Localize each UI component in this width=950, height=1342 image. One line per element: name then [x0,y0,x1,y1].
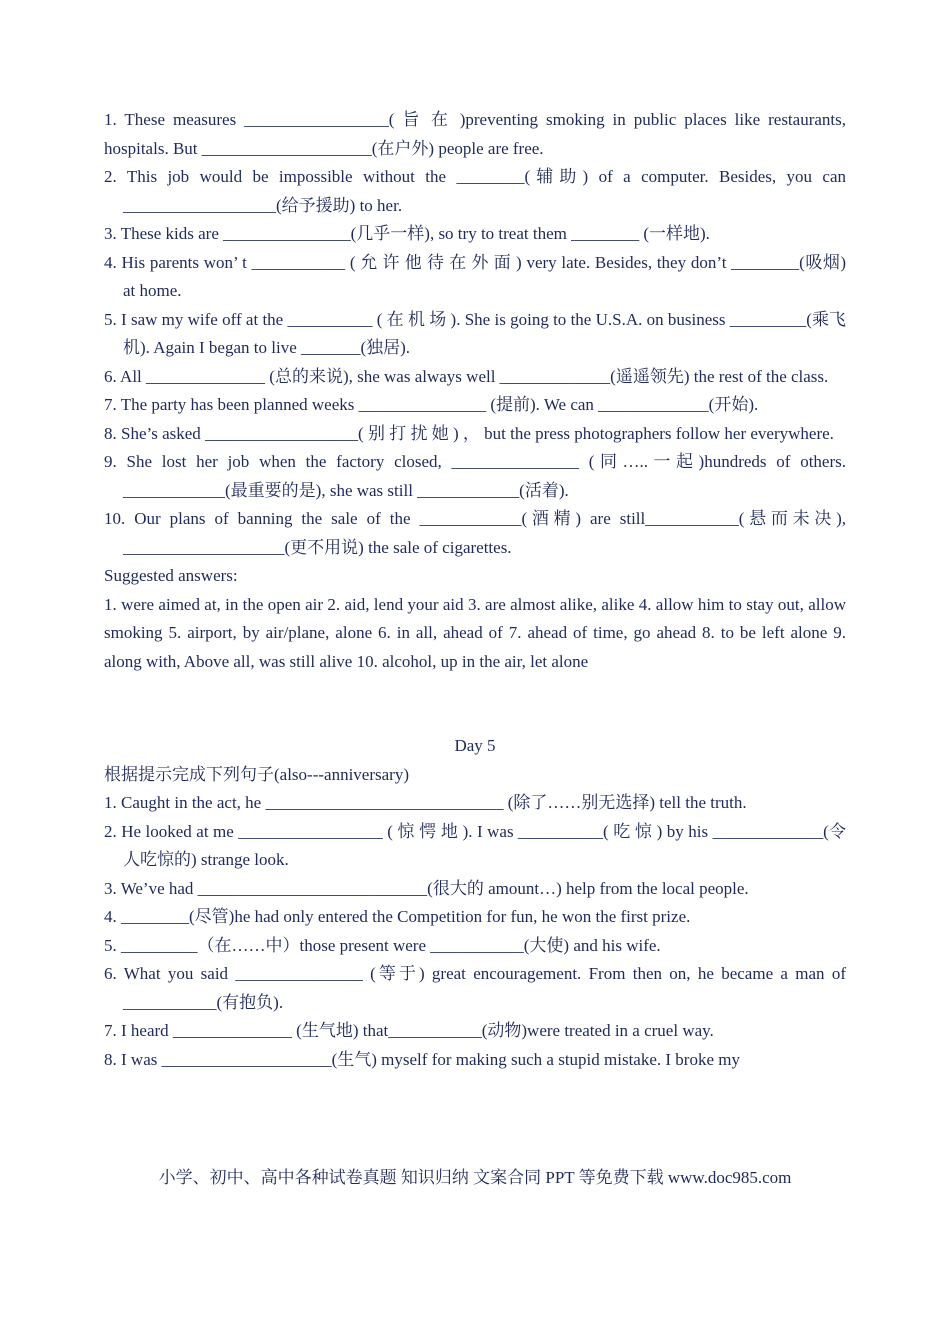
exercise-item-3: 3. We’ve had ___________________________(很大的 amount…) help from the local people. [104,878,749,898]
exercise-item-3: 3. These kids are _______________(几乎一样), so try to treat them ________ (一样地). [104,224,710,243]
exercise-item-7: 7. The party has been planned weeks _______________ (提前). We can _____________(开始). [104,395,759,414]
exercise-item-1: 1. These measures _________________( 旨 在 )preventing smoking in public places like restaurants, hospitals. But ____________________(在户外) people are free. [104,110,846,158]
exercise-item-4: 4. His parents won’ t ___________ ( 允 许 他 待 在 外 面 ) very late. Besides, they don’t ________(吸烟) at home. [104,252,846,300]
exercise-item-2: 2. This job would be impossible without the ________(辅助) of a computer. Besides, you can __________________(给予援助) to her. [104,167,846,215]
exercise-item-9: 9. She lost her job when the factory closed, _______________ (同…..一起)hundreds of others. ____________(最重要的是), she was still ____________(活着). [104,452,846,500]
document-page [104,106,846,1074]
exercise-item-2: 2. He looked at me _________________ ( 惊 愕 地 ). I was __________( 吃 惊 ) by his _____________(令人吃惊的) strange look. [104,821,846,869]
exercise-item-7: 7. I heard ______________ (生气地) that___________(动物)were treated in a cruel way. [104,1021,714,1040]
exercise-item-8: 8. I was ____________________(生气) myself for making such a stupid mistake. I broke my [104,1049,740,1069]
page-footer: 小学、初中、高中各种试卷真题 知识归纳 文案合同 PPT 等免费下载 www.doc985.com [158,1168,792,1187]
exercise-item-4: 4. ________(尽管)he had only entered the Competition for fun, he won the first prize. [104,907,691,926]
section-instruction: 根据提示完成下列句子(also---anniversary) [104,764,409,784]
day-title: Day 5 [454,736,496,755]
exercise-section-1 [104,106,846,676]
exercise-item-10: 10. Our plans of banning the sale of the ____________(酒精) are still___________(悬而未决), ___________________(更不用说) the sale of cigarettes. [104,509,846,557]
exercise-section-2 [104,732,846,1074]
answers-text: 1. were aimed at, in the open air 2. aid, lend your aid 3. are almost alike, alike 4. allow him to stay out, allow smoking 5. airport, by air/plane, alone 6. in all, ahead of 7. ahead of time, go ahead 8. to be left alone 9. along with, Above all, was still alive 10. alcohol, up in the air, let alone [104,594,846,671]
exercise-item-1: 1. Caught in the act, he ____________________________ (除了……别无选择) tell the truth. [104,793,747,812]
exercise-item-8: 8. She’s asked __________________( 别 打 扰 她 ) ， but the press photographers follow her everywhere. [104,423,834,443]
exercise-item-6: 6. All ______________ (总的来说), she was always well _____________(遥遥领先) the rest of the class. [104,366,829,386]
exercise-item-5: 5. _________（在……中）those present were ___________(大使) and his wife. [104,935,661,955]
section-spacer [104,676,846,732]
exercise-item-6: 6. What you said _______________ (等于) great encouragement. From then on, he became a man of ___________(有抱负). [104,964,846,1012]
answers-label: Suggested answers: [104,566,238,585]
exercise-item-5: 5. I saw my wife off at the __________ ( 在 机 场 ). She is going to the U.S.A. on business _________(乘飞机). Again I began to live _______(独居). [104,309,846,357]
